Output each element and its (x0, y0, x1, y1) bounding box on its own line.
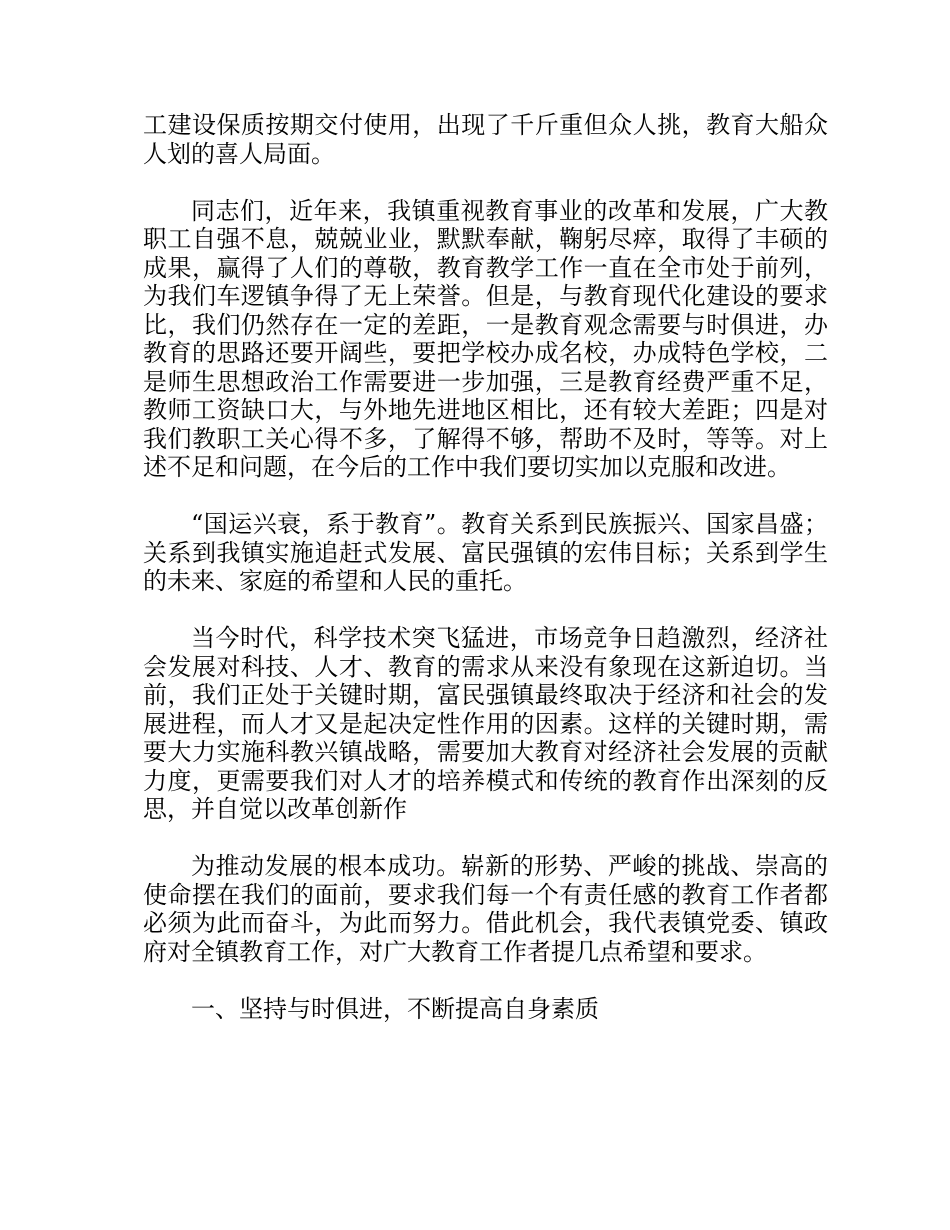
paragraph-call-to-action: 为推动发展的根本成功。崭新的形势、严峻的挑战、崇高的使命摆在我们的面前，要求我们每一个有责任感的教育工作者都必须为此而奋斗，为此而努力。借此机会，我代表镇党委、镇政府对全镇教育工作，对广大教育工作者提几点希望和要求。 (143, 852, 828, 966)
paragraph-current-era: 当今时代，科学技术突飞猛进，市场竞争日趋激烈，经济社会发展对科技、人才、教育的需求从来没有象现在这新迫切。当前，我们正处于关键时期，富民强镇最终取决于经济和社会的发展进程，而人才又是起决定性作用的因素。这样的关键时期，需要大力实施科教兴镇战略，需要加大教育对经济社会发展的贡献力度，更需要我们对人才的培养模式和传统的教育作出深刻的反思，并自觉以改革创新作 (143, 624, 828, 823)
paragraph-education-importance: “国运兴衰，系于教育”。教育关系到民族振兴、国家昌盛；关系到我镇实施追赶式发展、富民强镇的宏伟目标；关系到学生的未来、家庭的希望和人民的重托。 (143, 510, 828, 595)
section-heading: 一、坚持与时俱进，不断提高自身素质 (191, 994, 599, 1023)
paragraph-continuation: 工建设保质按期交付使用，出现了千斤重但众人挑，教育大船众人划的喜人局面。 (143, 111, 828, 168)
document-body (143, 111, 828, 1023)
paragraph-achievements: 同志们，近年来，我镇重视教育事业的改革和发展，广大教职工自强不息，兢兢业业，默默奉献，鞠躬尽瘁，取得了丰硕的成果，赢得了人们的尊敬，教育教学工作一直在全市处于前列，为我们车逻镇争得了无上荣誉。但是，与教育现代化建设的要求比，我们仍然存在一定的差距，一是教育观念需要与时俱进，办教育的思路还要开阔些，要把学校办成名校，办成特色学校，二是师生思想政治工作需要进一步加强，三是教育经费严重不足，教师工资缺口大，与外地先进地区相比，还有较大差距；四是对我们教职工关心得不多，了解得不够，帮助不及时，等等。对上述不足和问题，在今后的工作中我们要切实加以克服和改进。 (143, 196, 828, 481)
